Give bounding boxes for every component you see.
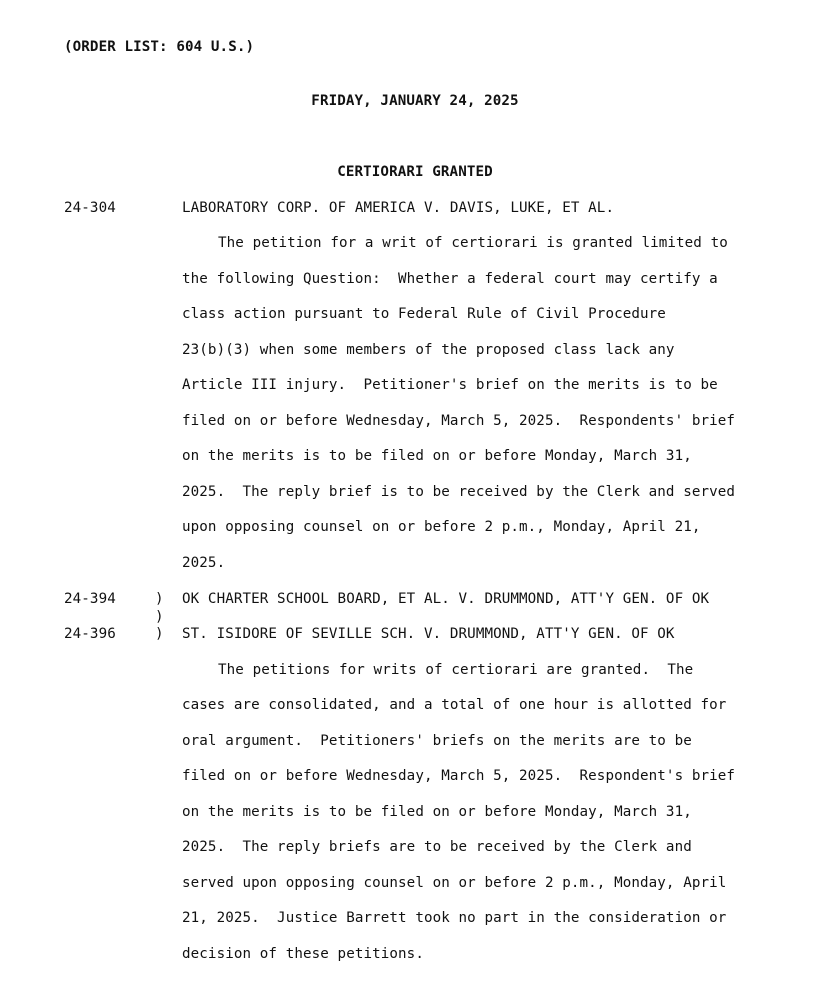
order-text-line: The petitions for writs of certiorari are granted. The	[218, 662, 694, 678]
order-text-line: The petition for a writ of certiorari is granted limited to	[218, 235, 728, 251]
order-text-line: 2025. The reply briefs are to be received by the Clerk and	[182, 839, 692, 855]
order-date: FRIDAY, JANUARY 24, 2025	[311, 93, 519, 109]
order-text-line: Article III injury. Petitioner's brief on the merits is to be	[182, 377, 718, 393]
order-text-line: 23(b)(3) when some members of the proposed class lack any	[182, 342, 675, 358]
case-caption: LABORATORY CORP. OF AMERICA V. DAVIS, LUKE, ET AL.	[182, 200, 615, 216]
order-text-line: 21, 2025. Justice Barrett took no part in the consideration or	[182, 910, 727, 926]
order-text-line: on the merits is to be filed on or before Monday, March 31,	[182, 804, 692, 820]
order-text-line: on the merits is to be filed on or before Monday, March 31,	[182, 448, 692, 464]
bracket-glyph: )	[155, 591, 164, 607]
order-text-line: served upon opposing counsel on or before 2 p.m., Monday, April	[182, 875, 727, 891]
order-text-line: upon opposing counsel on or before 2 p.m., Monday, April 21,	[182, 519, 701, 535]
order-text-line: 2025.	[182, 555, 226, 571]
case-caption: ST. ISIDORE OF SEVILLE SCH. V. DRUMMOND, ATT'Y GEN. OF OK	[182, 626, 675, 642]
section-title: CERTIORARI GRANTED	[337, 164, 493, 180]
order-text-line: the following Question: Whether a federal court may certify a	[182, 271, 718, 287]
case-caption: OK CHARTER SCHOOL BOARD, ET AL. V. DRUMMOND, ATT'Y GEN. OF OK	[182, 591, 710, 607]
bracket-glyph: )	[155, 609, 164, 625]
order-text-line: cases are consolidated, and a total of one hour is allotted for	[182, 697, 727, 713]
order-text-line: 2025. The reply brief is to be received by the Clerk and served	[182, 484, 736, 500]
order-text-line: filed on or before Wednesday, March 5, 2025. Respondent's brief	[182, 768, 736, 784]
order-text-line: oral argument. Petitioners' briefs on the merits are to be	[182, 733, 692, 749]
order-list-heading: (ORDER LIST: 604 U.S.)	[64, 39, 255, 55]
bracket-glyph: )	[155, 626, 164, 642]
docket-number: 24-396	[64, 626, 116, 642]
order-text-line: filed on or before Wednesday, March 5, 2025. Respondents' brief	[182, 413, 736, 429]
order-text-line: decision of these petitions.	[182, 946, 424, 962]
docket-number: 24-304	[64, 200, 116, 216]
order-text-line: class action pursuant to Federal Rule of Civil Procedure	[182, 306, 666, 322]
docket-number: 24-394	[64, 591, 116, 607]
